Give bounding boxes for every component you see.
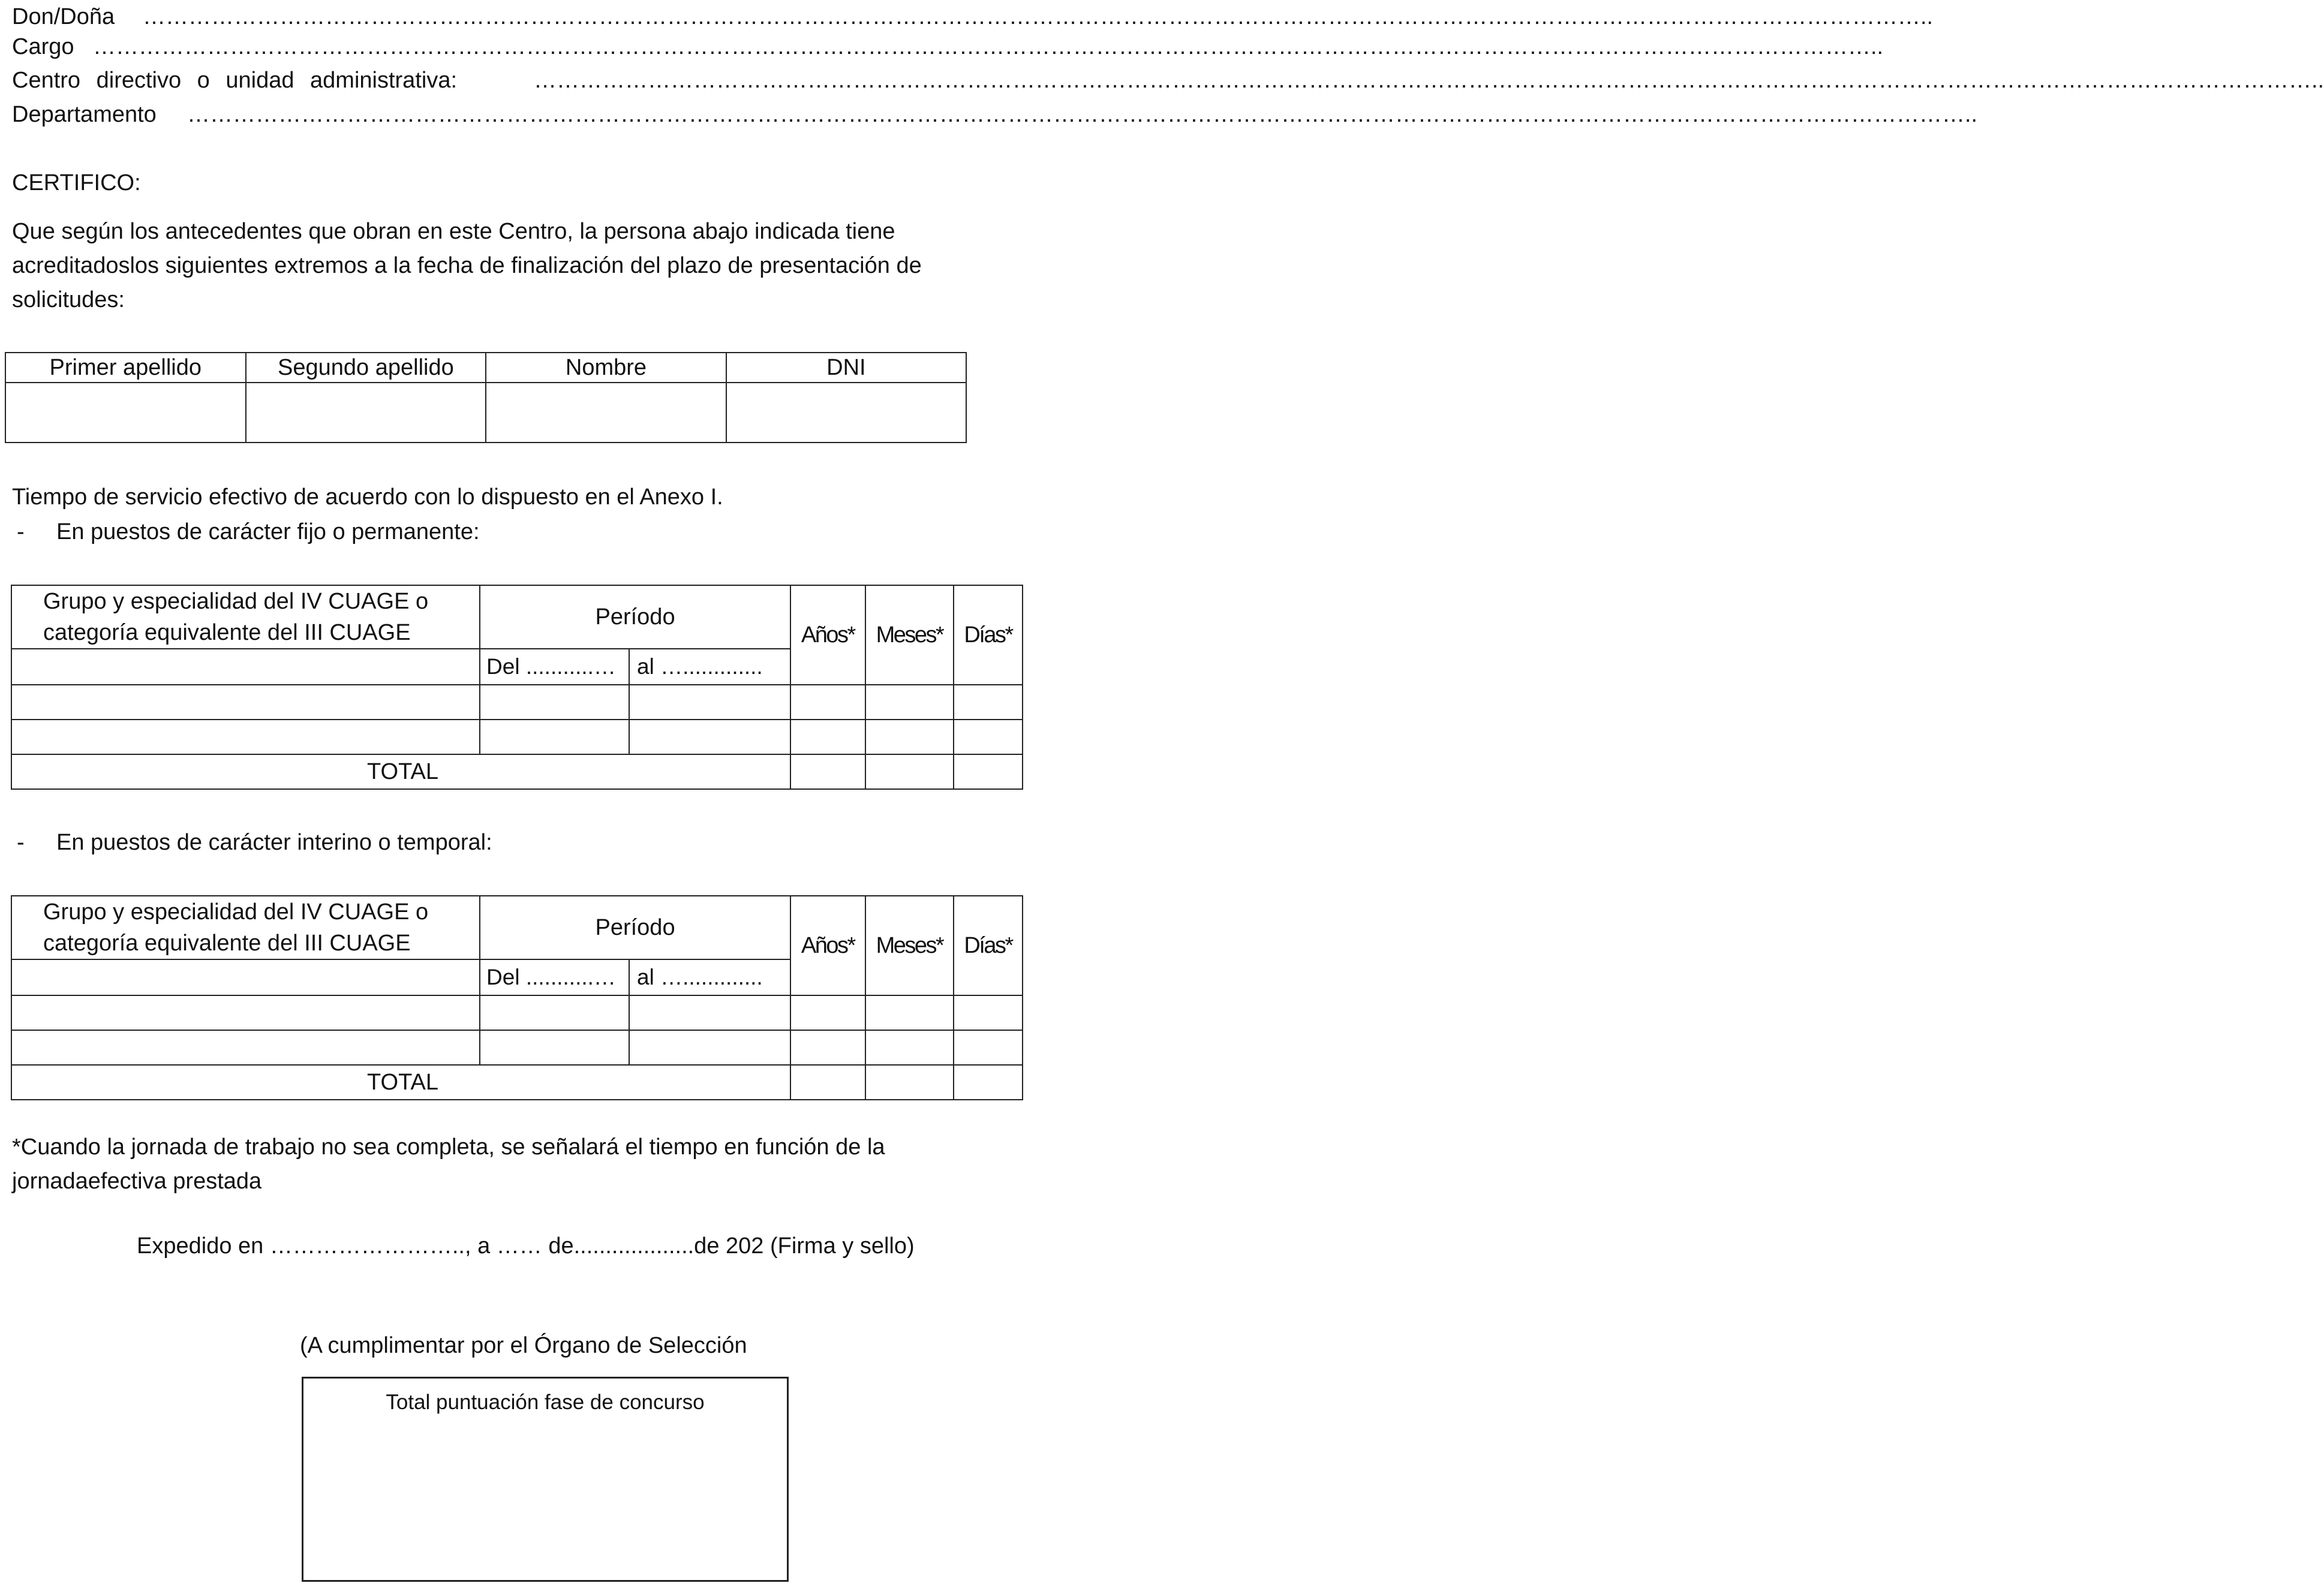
issued-line: Expedido en …………………….., a …… de...................de 202 (Firma y sello) xyxy=(137,1233,915,1259)
centro-label: Centro directivo o unidad administrativa: xyxy=(12,68,458,93)
al-label: al …............. xyxy=(629,959,790,995)
cell-segundo-apellido[interactable] xyxy=(246,383,486,443)
years-cell[interactable] xyxy=(790,720,865,754)
months-cell[interactable] xyxy=(865,720,954,754)
del-cell[interactable] xyxy=(480,685,629,720)
group-header xyxy=(11,585,480,649)
header-dni: DNI xyxy=(726,353,966,383)
group-header-line2: categoría equivalente del III CUAGE xyxy=(43,620,411,645)
fixed-service-table xyxy=(11,585,1023,790)
days-header: Días* xyxy=(954,896,1023,995)
certifico-heading: CERTIFICO: xyxy=(12,170,141,195)
centro-fill-line[interactable]: ……………………………………………………………………………………………………………………………………………………………………………………………………………….. xyxy=(534,68,2324,93)
group-header xyxy=(11,896,480,959)
months-total-cell[interactable] xyxy=(865,1065,954,1100)
years-cell[interactable] xyxy=(790,995,865,1030)
group-header-line2: categoría equivalente del III CUAGE xyxy=(43,931,411,956)
days-cell[interactable] xyxy=(954,995,1023,1030)
years-total-cell[interactable] xyxy=(790,1065,865,1100)
don-label: Don/Doña xyxy=(12,4,115,29)
header-primer-apellido: Primer apellido xyxy=(5,353,246,383)
group-cell[interactable] xyxy=(11,685,480,720)
months-total-cell[interactable] xyxy=(865,754,954,789)
total-label: TOTAL xyxy=(11,1065,790,1100)
group-cell[interactable] xyxy=(11,720,480,754)
days-total-cell[interactable] xyxy=(954,1065,1023,1100)
cell-dni[interactable] xyxy=(726,383,966,443)
days-cell[interactable] xyxy=(954,1030,1023,1065)
years-header: Años* xyxy=(790,585,865,685)
don-fill-line[interactable]: ……………………………………………………………………………………………………………………………………………………………………………………………………………….. xyxy=(143,4,1934,29)
temp-dash: - xyxy=(17,830,25,855)
months-header: Meses* xyxy=(865,585,954,685)
years-cell[interactable] xyxy=(790,685,865,720)
cell-primer-apellido[interactable] xyxy=(5,383,246,443)
del-cell[interactable] xyxy=(480,1030,629,1065)
del-label: Del ...........… xyxy=(480,959,629,995)
al-cell[interactable] xyxy=(629,995,790,1030)
del-cell[interactable] xyxy=(480,720,629,754)
fixed-dash: - xyxy=(17,519,25,544)
months-cell[interactable] xyxy=(865,995,954,1030)
cell-nombre[interactable] xyxy=(486,383,726,443)
months-cell[interactable] xyxy=(865,685,954,720)
periodo-header: Período xyxy=(480,896,790,959)
fixed-section-title: En puestos de carácter fijo o permanente: xyxy=(56,519,480,544)
days-total-cell[interactable] xyxy=(954,754,1023,789)
days-header: Días* xyxy=(954,585,1023,685)
organ-note: (A cumplimentar por el Órgano de Selección xyxy=(300,1333,747,1358)
group-cell[interactable] xyxy=(11,959,480,995)
service-intro: Tiempo de servicio efectivo de acuerdo con lo dispuesto en el Anexo I. xyxy=(12,484,723,510)
group-cell[interactable] xyxy=(11,1030,480,1065)
periodo-header: Período xyxy=(480,585,790,649)
departamento-fill-line[interactable]: ……………………………………………………………………………………………………………………………………………………………………………………………………………….. xyxy=(187,102,1978,127)
departamento-label: Departamento xyxy=(12,102,157,127)
years-cell[interactable] xyxy=(790,1030,865,1065)
intro-paragraph: Que según los antecedentes que obran en este Centro, la persona abajo indicada tiene acreditadoslos siguientes extremos a la fecha de finalización del plazo de presentación de solicitudes: xyxy=(12,219,922,312)
months-header: Meses* xyxy=(865,896,954,995)
del-cell[interactable] xyxy=(480,995,629,1030)
score-box[interactable] xyxy=(302,1377,789,1582)
days-cell[interactable] xyxy=(954,720,1023,754)
al-cell[interactable] xyxy=(629,685,790,720)
al-cell[interactable] xyxy=(629,720,790,754)
al-cell[interactable] xyxy=(629,1030,790,1065)
cargo-label: Cargo xyxy=(12,34,74,59)
footnote: *Cuando la jornada de trabajo no sea completa, se señalará el tiempo en función de la jornadaefectiva prestada xyxy=(12,1134,885,1194)
header-nombre: Nombre xyxy=(486,353,726,383)
days-cell[interactable] xyxy=(954,685,1023,720)
score-box-label: Total puntuación fase de concurso xyxy=(386,1391,705,1414)
group-cell[interactable] xyxy=(11,649,480,685)
group-header-line1: Grupo y especialidad del IV CUAGE o xyxy=(43,899,429,925)
total-label: TOTAL xyxy=(11,754,790,789)
group-cell[interactable] xyxy=(11,995,480,1030)
del-label: Del ...........… xyxy=(480,649,629,685)
group-header-line1: Grupo y especialidad del IV CUAGE o xyxy=(43,589,429,614)
years-header: Años* xyxy=(790,896,865,995)
years-total-cell[interactable] xyxy=(790,754,865,789)
al-label: al …............. xyxy=(629,649,790,685)
cargo-fill-line[interactable]: ……………………………………………………………………………………………………………………………………………………………………………………………………………….. xyxy=(93,34,1884,59)
months-cell[interactable] xyxy=(865,1030,954,1065)
temp-service-table xyxy=(11,895,1023,1100)
person-table xyxy=(5,352,967,443)
header-segundo-apellido: Segundo apellido xyxy=(246,353,486,383)
temp-section-title: En puestos de carácter interino o temporal: xyxy=(56,830,492,855)
